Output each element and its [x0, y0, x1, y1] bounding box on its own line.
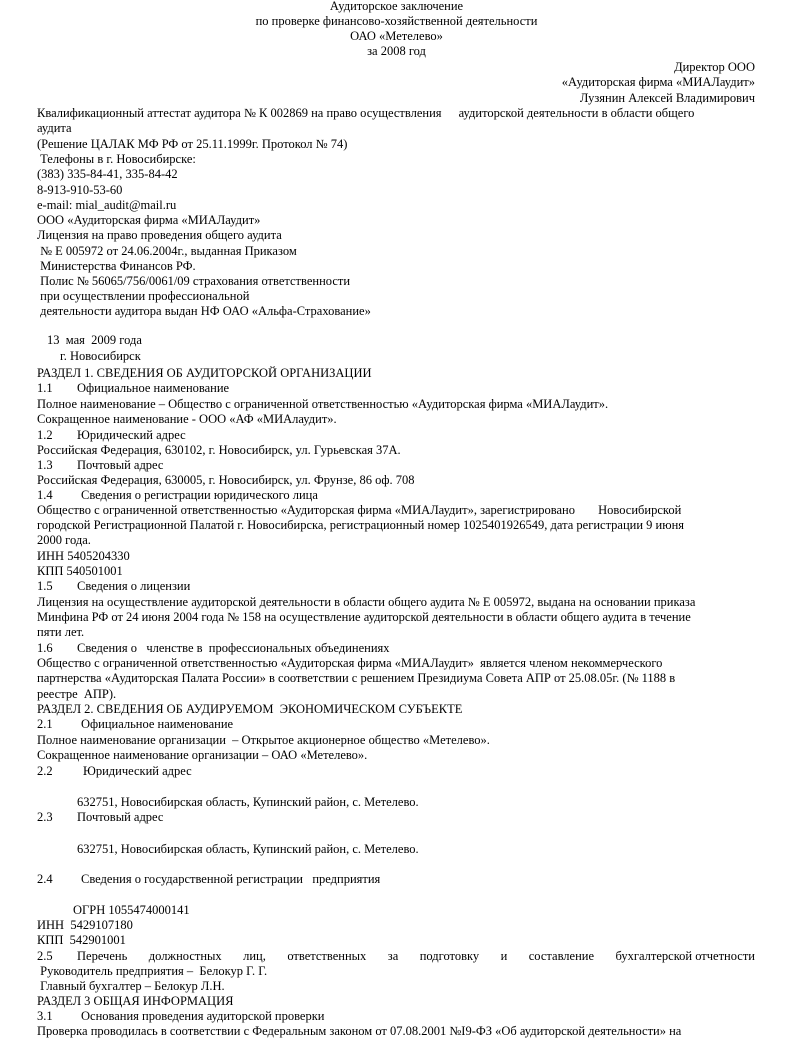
license-line: деятельности аудитора выдан НФ ОАО «Альфа-Страхование»: [37, 304, 371, 318]
client-short-name: Сокращенное наименование организации – ОАО «Метелево».: [37, 748, 368, 762]
org-postal-address: Российская Федерация, 630005, г. Новосибирск, ул. Фрунзе, 86 оф. 708: [37, 473, 415, 487]
heading-text: Сведения о государственной регистрации предприятия: [81, 872, 381, 886]
registration-part2: Новосибирской: [598, 503, 682, 517]
heading-text: Официальное наименование: [81, 717, 234, 731]
auditor-certificate: [37, 106, 694, 122]
client-inn: ИНН 5429107180: [37, 918, 133, 932]
heading-number: 1.5: [37, 579, 53, 593]
heading-text: Сведения о лицензии: [77, 579, 191, 593]
client-postal-address: 632751, Новосибирская область, Купинский район, с. Метелево.: [77, 842, 419, 856]
auditor-certificate-part1: Квалификационный аттестат аудитора № К 002869 на право осуществления: [37, 106, 442, 120]
client-name: ОАО «Метелево»: [350, 29, 443, 43]
heading-text: Юридический адрес: [77, 428, 186, 442]
heading-1-2: [37, 428, 186, 444]
heading-text: Почтовый адрес: [77, 458, 164, 472]
heading-word: подготовку: [419, 949, 480, 963]
org-kpp: КПП 540501001: [37, 564, 123, 578]
heading-number: 2.4: [37, 872, 53, 886]
heading-number: 1.1: [37, 381, 53, 395]
heading-2-4: [37, 872, 380, 888]
heading-text: [77, 949, 755, 965]
heading-number: 1.6: [37, 641, 53, 655]
report-year: за 2008 год: [367, 44, 426, 58]
addressee-position: Директор ООО: [674, 60, 755, 74]
heading-word: должностных: [148, 949, 222, 963]
client-accountant: Главный бухгалтер – Белокур Л.Н.: [37, 979, 225, 993]
heading-number: 2.3: [37, 810, 53, 824]
org-full-name: Полное наименование – Общество с ограниченной ответственностью «Аудиторская фирма «МИАЛаудит».: [37, 397, 609, 411]
heading-number: 1.3: [37, 458, 53, 472]
document-title: Аудиторское заключение: [329, 0, 464, 13]
heading-text: Юридический адрес: [83, 764, 192, 778]
heading-number: 3.1: [37, 1009, 53, 1023]
license-line: Лицензия на право проведения общего аудита: [37, 228, 282, 242]
registration-date: 2000 года.: [37, 533, 91, 547]
heading-text: Сведения о членстве в профессиональных объединениях: [77, 641, 390, 655]
auditor-decision: (Решение ЦАЛАК МФ РФ от 25.11.1999г. Протокол № 74): [37, 137, 348, 151]
license-info-end: пяти лет.: [37, 625, 85, 639]
heading-2-1: [37, 717, 233, 733]
registration-text: [37, 503, 681, 519]
auditor-certificate-part2: аудиторской деятельности в области общего: [458, 106, 695, 120]
registration-text-cont: городской Регистрационной Палатой г. Новосибирска, регистрационный номер 1025401926549, дата регистрации 9 июня: [37, 518, 685, 532]
membership-text-end: реестре АПР).: [37, 687, 117, 701]
license-line: при осуществлении профессиональной: [37, 289, 250, 303]
heading-1-6: [37, 641, 390, 657]
heading-1-4: [37, 488, 318, 504]
auditor-certificate-cont: аудита: [37, 121, 72, 135]
document-subtitle: по проверке финансово-хозяйственной деятельности: [255, 14, 538, 28]
client-kpp: КПП 542901001: [37, 933, 126, 947]
auditor-firm: ООО «Аудиторская фирма «МИАЛаудит»: [37, 213, 261, 227]
report-city: г. Новосибирск: [60, 349, 141, 363]
section-3-title: РАЗДЕЛ 3 ОБЩАЯ ИНФОРМАЦИЯ: [37, 994, 234, 1008]
license-info-cont: Минфина РФ от 24 июня 2004 года № 158 на осуществление аудиторской деятельности в области общего аудита в течение: [37, 610, 691, 624]
org-inn: ИНН 5405204330: [37, 549, 130, 563]
client-ogrn: ОГРН 1055474000141: [73, 903, 190, 917]
heading-2-5: [37, 949, 755, 965]
membership-text-cont: партнерства «Аудиторская Палата России» в соответствии с решением Президиума Совета АПР от 25.08.05г. (№ 1188 в: [37, 671, 676, 685]
heading-text: Основания проведения аудиторской проверки: [81, 1009, 325, 1023]
heading-1-3: [37, 458, 163, 474]
heading-word: бухгалтерской отчетности: [615, 949, 755, 963]
heading-word: и: [500, 949, 508, 963]
heading-1-1: [37, 381, 229, 397]
heading-number: 1.2: [37, 428, 53, 442]
section-1-title: РАЗДЕЛ 1. СВЕДЕНИЯ ОБ АУДИТОРСКОЙ ОРГАНИЗАЦИИ: [37, 366, 372, 380]
heading-number: 1.4: [37, 488, 53, 502]
phone-1: (383) 335-84-41, 335-84-42: [37, 167, 178, 181]
heading-2-2: [37, 764, 192, 780]
license-line: Полис № 56065/756/0061/09 страхования ответственности: [37, 274, 351, 288]
heading-text: Сведения о регистрации юридического лица: [81, 488, 318, 502]
section-2-title: РАЗДЕЛ 2. СВЕДЕНИЯ ОБ АУДИРУЕМОМ ЭКОНОМИЧЕСКОМ СУБЪЕКТЕ: [37, 702, 463, 716]
heading-word: за: [387, 949, 399, 963]
license-info: Лицензия на осуществление аудиторской деятельности в области общего аудита № Е 005972, выдана на основании приказа: [37, 595, 696, 609]
heading-word: составление: [528, 949, 595, 963]
heading-3-1: [37, 1009, 324, 1025]
membership-text: Общество с ограниченной ответственностью «Аудиторская фирма «МИАЛаудит» является членом некоммерческого: [37, 656, 663, 670]
client-legal-address: 632751, Новосибирская область, Купинский район, с. Метелево.: [77, 795, 419, 809]
heading-1-5: [37, 579, 190, 595]
license-line: Министерства Финансов РФ.: [37, 259, 196, 273]
addressee-firm: «Аудиторская фирма «МИАЛаудит»: [561, 75, 755, 89]
client-director: Руководитель предприятия – Белокур Г. Г.: [37, 964, 268, 978]
audit-basis: Проверка проводилась в соответствии с Федеральным законом от 07.08.2001 №I9-ФЗ «Об аудиторской деятельности» на: [37, 1024, 682, 1038]
report-date: 13 мая 2009 года: [47, 333, 142, 347]
auditor-email: e-mail: mial_audit@mail.ru: [37, 198, 177, 212]
registration-part1: Общество с ограниченной ответственностью «Аудиторская фирма «МИАЛаудит», зарегистрировано: [37, 503, 576, 517]
heading-text: Официальное наименование: [77, 381, 230, 395]
heading-word: лиц,: [243, 949, 266, 963]
heading-number: 2.1: [37, 717, 53, 731]
client-full-name: Полное наименование организации – Открытое акционерное общество «Метелево».: [37, 733, 490, 747]
addressee-name: Лузянин Алексей Владимирович: [579, 91, 755, 105]
heading-word: ответственных: [287, 949, 367, 963]
heading-word: Перечень: [77, 949, 128, 963]
org-legal-address: Российская Федерация, 630102, г. Новосибирск, ул. Гурьевская 37А.: [37, 443, 401, 457]
phones-label: Телефоны в г. Новосибирске:: [37, 152, 196, 166]
heading-number: 2.2: [37, 764, 53, 778]
phone-2: 8-913-910-53-60: [37, 183, 123, 197]
heading-number: 2.5: [37, 949, 53, 963]
heading-2-3: [37, 810, 163, 826]
org-short-name: Сокращенное наименование - ООО «АФ «МИАлаудит».: [37, 412, 337, 426]
heading-text: Почтовый адрес: [77, 810, 164, 824]
license-line: № Е 005972 от 24.06.2004г., выданная Приказом: [37, 244, 297, 258]
